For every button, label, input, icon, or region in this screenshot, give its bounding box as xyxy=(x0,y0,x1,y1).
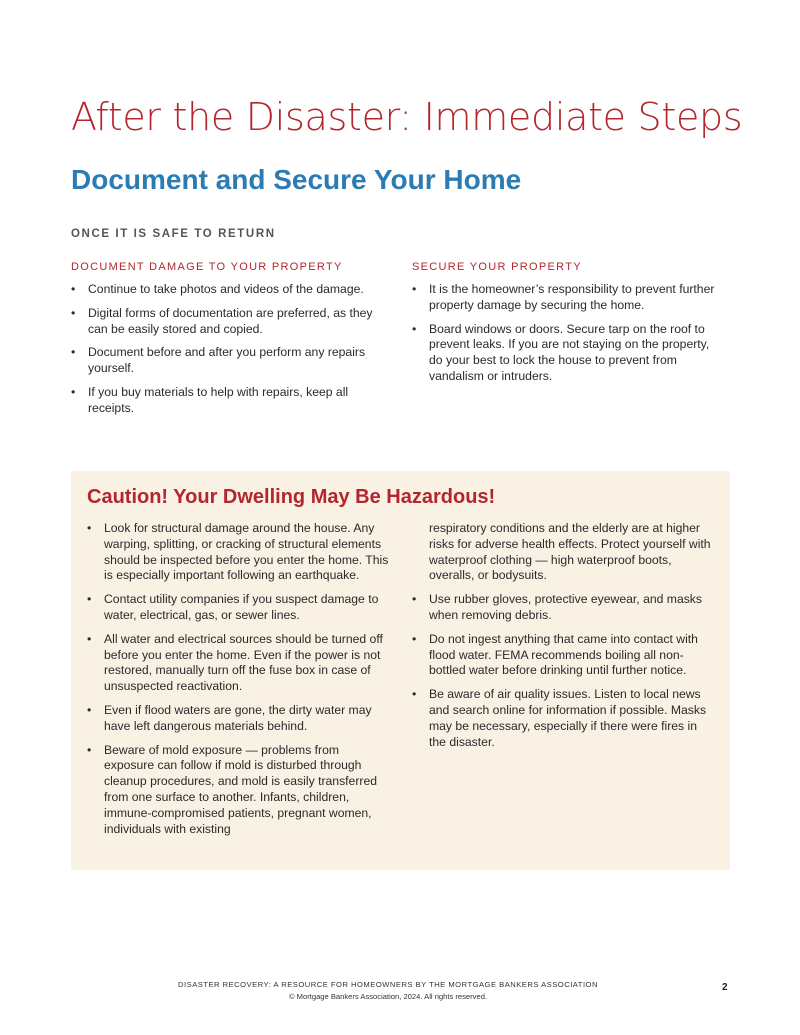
list-item: • Look for structural damage around the house. Any warping, splitting, or cracking of structural elements should be inspected before you enter the home. This is especially important following an earthquake. xyxy=(87,521,389,584)
caution-panel xyxy=(71,471,730,870)
document-damage-list xyxy=(71,282,381,417)
caution-left-list xyxy=(87,521,389,837)
secure-property-section xyxy=(412,261,722,393)
caution-left-column xyxy=(87,521,389,845)
page-subtitle: Document and Secure Your Home xyxy=(71,164,522,195)
document-damage-section xyxy=(71,261,381,425)
section-kicker: ONCE IT IS SAFE TO RETURN xyxy=(71,228,276,240)
list-item: • Board windows or doors. Secure tarp on the roof to prevent leaks. If you are not staying on the property, do your best to lock the house to prevent from vandalism or intruders. xyxy=(412,322,722,385)
list-item: • Even if flood waters are gone, the dirty water may have left dangerous materials behind. xyxy=(87,703,389,735)
caution-continuation-text: respiratory conditions and the elderly are at higher risks for adverse health effects. Protect yourself with waterproof clothing — high waterproof boots, overalls, or bodysuits. xyxy=(429,521,711,583)
secure-property-list xyxy=(412,282,722,385)
list-item: • If you buy materials to help with repairs, keep all receipts. xyxy=(71,385,381,417)
caution-right-column xyxy=(412,521,714,758)
list-item: • Beware of mold exposure — problems from exposure can follow if mold is disturbed through cleanup procedures, and mold is easily transferred from one surface to another. Infants, children, immune-compromised patients, pregnant women, individuals with existing xyxy=(87,743,389,838)
list-item: • Continue to take photos and videos of the damage. xyxy=(71,282,381,298)
caution-right-list xyxy=(412,592,714,750)
footer-copyright: © Mortgage Bankers Association, 2024. All rights reserved. xyxy=(288,992,488,1001)
list-item: • Be aware of air quality issues. Listen to local news and search online for information if possible. Masks may be necessary, especially if there were fires in the disaster. xyxy=(412,687,714,750)
list-item: • Use rubber gloves, protective eyewear, and masks when removing debris. xyxy=(412,592,714,624)
list-item: • Contact utility companies if you suspect damage to water, electrical, gas, or sewer lines. xyxy=(87,592,389,624)
footer-title: DISASTER RECOVERY: A RESOURCE FOR HOMEOWNERS BY THE MORTGAGE BANKERS ASSOCIATION xyxy=(178,980,598,989)
secure-property-heading: SECURE YOUR PROPERTY xyxy=(412,261,582,273)
list-item: • Do not ingest anything that came into contact with flood water. FEMA recommends boiling all non-bottled water before drinking until further notice. xyxy=(412,632,714,679)
caution-title: Caution! Your Dwelling May Be Hazardous! xyxy=(87,486,496,508)
list-item: • All water and electrical sources should be turned off before you enter the home. Even if the power is not restored, manually turn off the fuse box in case of unsuspected reactivation. xyxy=(87,632,389,695)
page-number: 2 xyxy=(722,982,728,993)
page-title: After the Disaster: Immediate Steps xyxy=(71,95,743,139)
document-damage-heading: DOCUMENT DAMAGE TO YOUR PROPERTY xyxy=(71,261,343,273)
page-footer xyxy=(0,980,776,1001)
list-item: • Document before and after you perform any repairs yourself. xyxy=(71,345,381,377)
list-item: • Digital forms of documentation are preferred, as they can be easily stored and copied. xyxy=(71,306,381,338)
list-item: • It is the homeowner’s responsibility to prevent further property damage by securing the home. xyxy=(412,282,722,314)
